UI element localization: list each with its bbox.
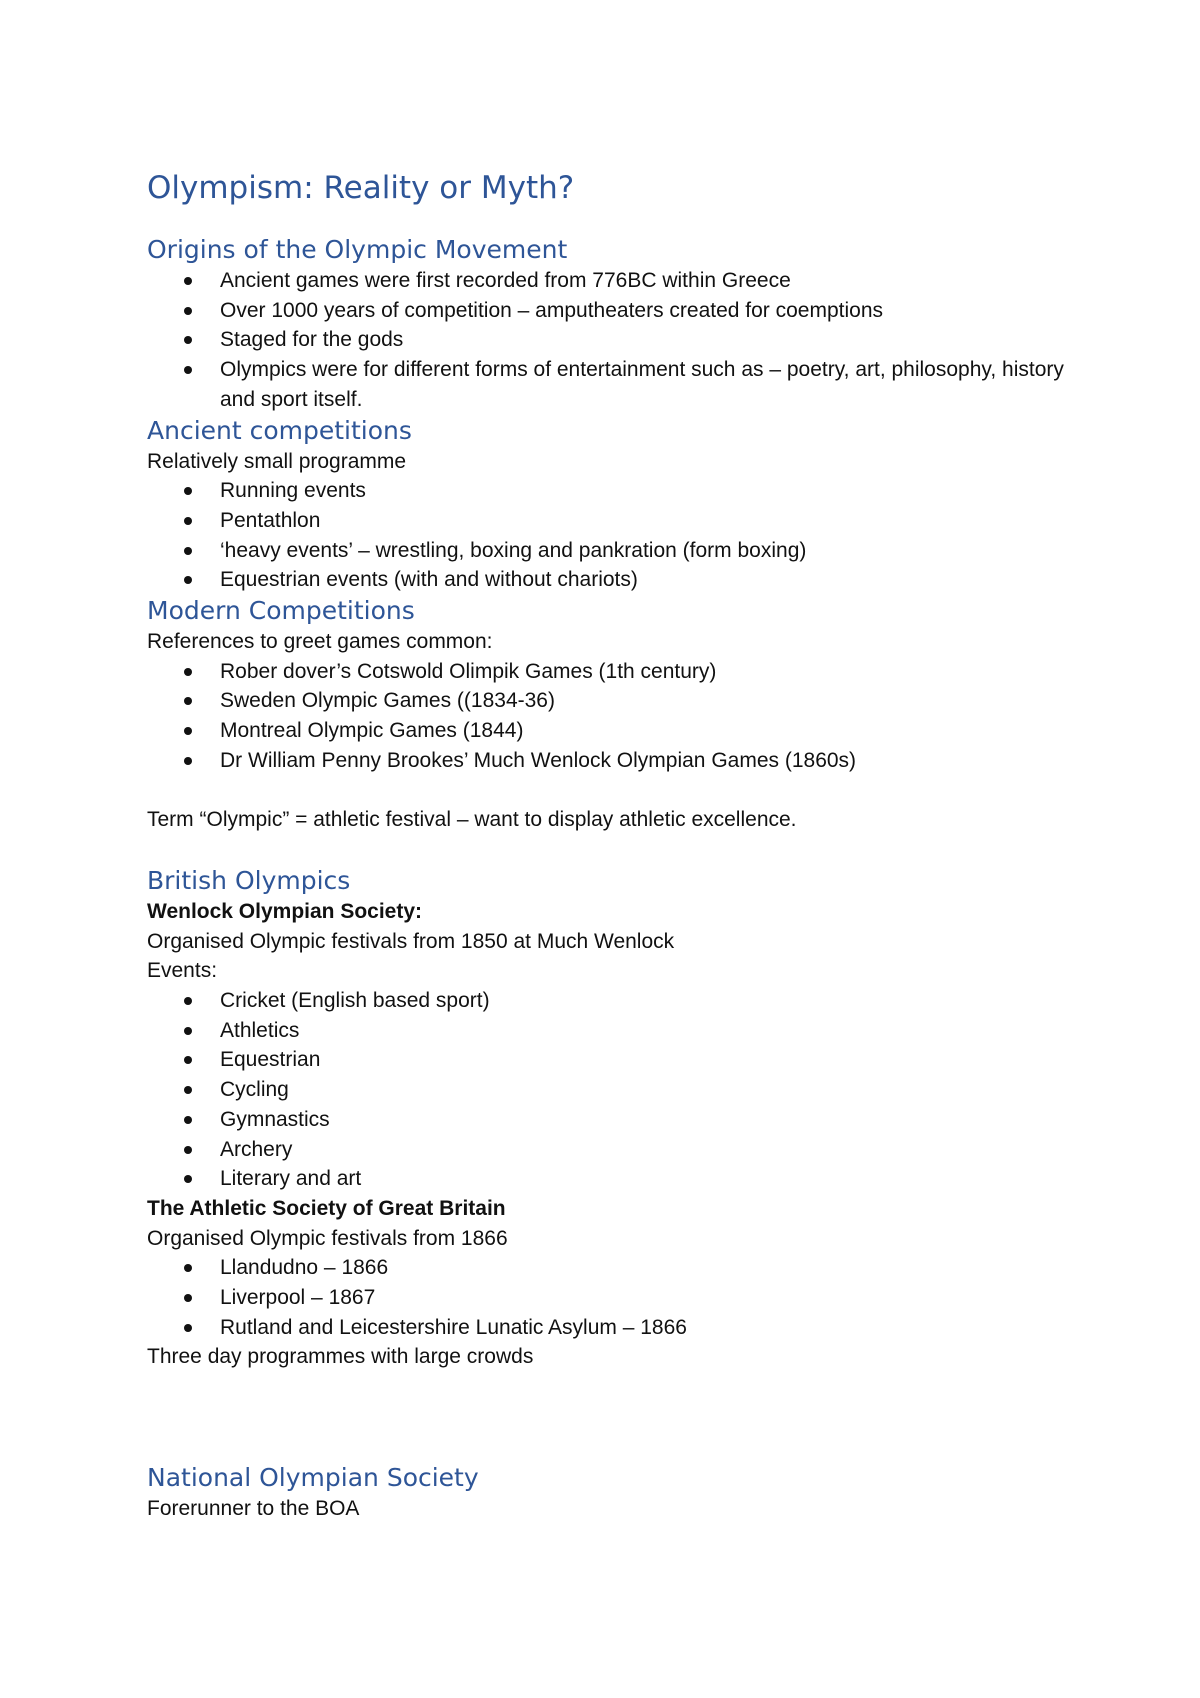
list-item: Staged for the gods xyxy=(147,325,1080,355)
list-item: Olympics were for different forms of entertainment such as – poetry, art, philosophy, history and sport itself. xyxy=(147,355,1080,414)
bullet-icon xyxy=(184,1146,192,1154)
page-title: Olympism: Reality or Myth? xyxy=(147,170,575,206)
bullet-icon xyxy=(184,1264,192,1272)
wenlock-line: Organised Olympic festivals from 1850 at Much Wenlock xyxy=(147,929,675,953)
bullet-icon xyxy=(184,1027,192,1035)
list-item: Rutland and Leicestershire Lunatic Asylum – 1866 xyxy=(147,1313,1080,1343)
list-item: Montreal Olympic Games (1844) xyxy=(147,716,1080,746)
heading-british: British Olympics xyxy=(147,865,351,895)
heading-national: National Olympian Society xyxy=(147,1463,479,1493)
list-item: Gymnastics xyxy=(147,1105,1080,1135)
bullet-icon xyxy=(184,697,192,705)
list-item: Ancient games were first recorded from 776BC within Greece xyxy=(147,266,1080,296)
modern-list xyxy=(147,657,1080,776)
athletic-society-label: The Athletic Society of Great Britain xyxy=(147,1196,506,1220)
heading-ancient: Ancient competitions xyxy=(147,415,412,445)
list-item: Archery xyxy=(147,1135,1080,1165)
list-item: Over 1000 years of competition – amputheaters created for coemptions xyxy=(147,296,1080,326)
origins-list xyxy=(147,266,1080,415)
list-item: Literary and art xyxy=(147,1164,1080,1194)
list-item: Cycling xyxy=(147,1075,1080,1105)
bullet-icon xyxy=(184,727,192,735)
ancient-list xyxy=(147,476,1080,595)
bullet-icon xyxy=(184,1294,192,1302)
list-item: Dr William Penny Brookes’ Much Wenlock Olympian Games (1860s) xyxy=(147,746,1080,776)
bullet-icon xyxy=(184,1056,192,1064)
athletic-festivals-list xyxy=(147,1253,1080,1342)
athletic-society-footer: Three day programmes with large crowds xyxy=(147,1345,534,1369)
bullet-icon xyxy=(184,1175,192,1183)
heading-origins: Origins of the Olympic Movement xyxy=(147,235,568,264)
list-item: Equestrian events (with and without chariots) xyxy=(147,565,1080,595)
list-item: Pentathlon xyxy=(147,506,1080,536)
events-label: Events: xyxy=(147,959,218,983)
wenlock-events-list xyxy=(147,986,1080,1194)
olympic-term: Term “Olympic” = athletic festival – want to display athletic excellence. xyxy=(147,808,797,832)
athletic-society-line: Organised Olympic festivals from 1866 xyxy=(147,1226,508,1250)
bullet-icon xyxy=(184,757,192,765)
modern-intro: References to greet games common: xyxy=(147,630,493,654)
bullet-icon xyxy=(184,576,192,584)
bullet-icon xyxy=(184,366,192,374)
list-item: Liverpool – 1867 xyxy=(147,1283,1080,1313)
bullet-icon xyxy=(184,517,192,525)
bullet-icon xyxy=(184,1324,192,1332)
bullet-icon xyxy=(184,668,192,676)
list-item: Equestrian xyxy=(147,1045,1080,1075)
bullet-icon xyxy=(184,997,192,1005)
wenlock-label: Wenlock Olympian Society: xyxy=(147,899,423,923)
national-line: Forerunner to the BOA xyxy=(147,1497,360,1521)
list-item: Cricket (English based sport) xyxy=(147,986,1080,1016)
bullet-icon xyxy=(184,1116,192,1124)
list-item: Llandudno – 1866 xyxy=(147,1253,1080,1283)
bullet-icon xyxy=(184,307,192,315)
list-item: Sweden Olympic Games ((1834-36) xyxy=(147,686,1080,716)
list-item: ‘heavy events’ – wrestling, boxing and pankration (form boxing) xyxy=(147,536,1080,566)
bullet-icon xyxy=(184,487,192,495)
list-item: Running events xyxy=(147,476,1080,506)
list-item: Athletics xyxy=(147,1016,1080,1046)
bullet-icon xyxy=(184,277,192,285)
ancient-intro: Relatively small programme xyxy=(147,449,407,473)
list-item: Rober dover’s Cotswold Olimpik Games (1th century) xyxy=(147,657,1080,687)
bullet-icon xyxy=(184,1086,192,1094)
bullet-icon xyxy=(184,547,192,555)
heading-modern: Modern Competitions xyxy=(147,596,415,626)
bullet-icon xyxy=(184,336,192,344)
